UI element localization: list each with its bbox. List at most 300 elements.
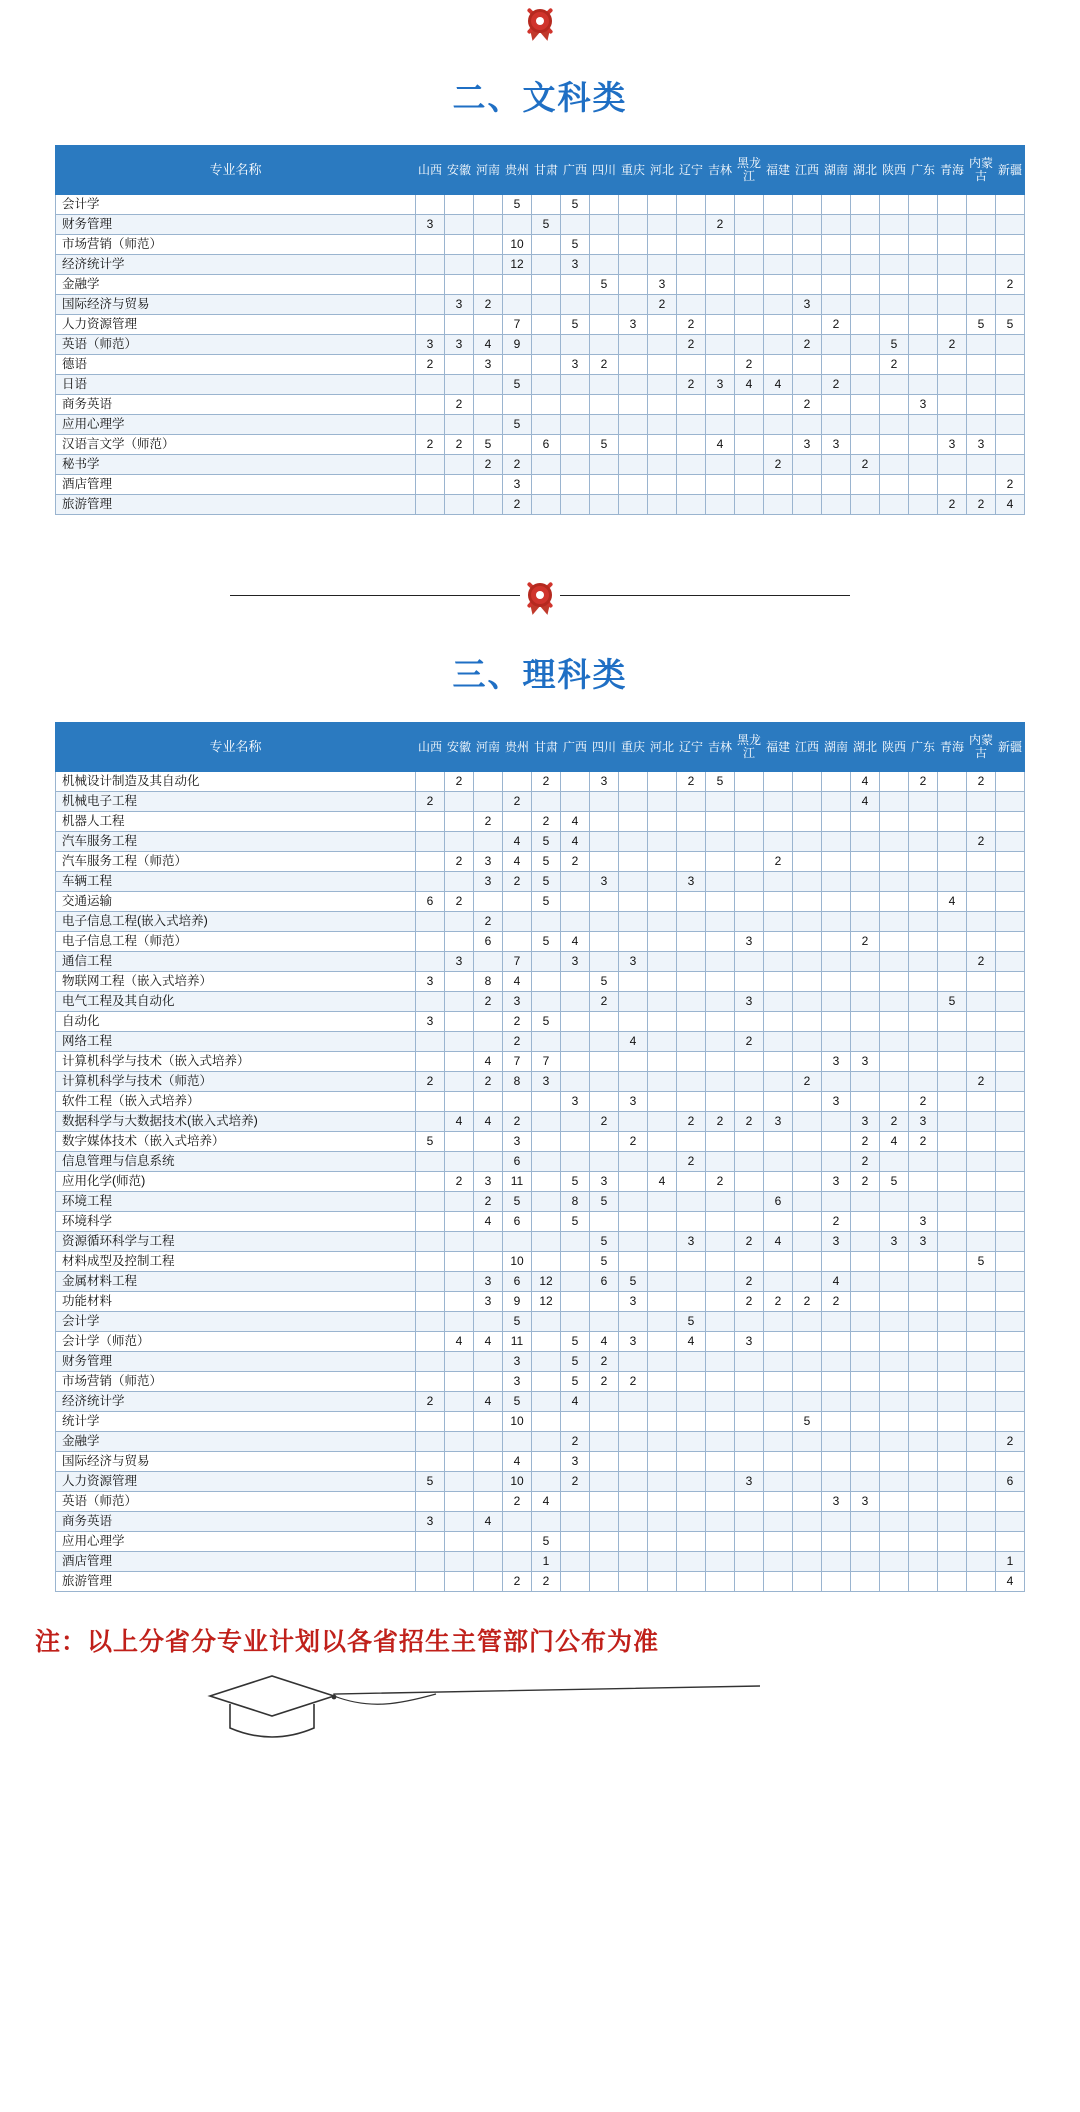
- quota-cell: [416, 1092, 445, 1112]
- quota-cell: [532, 1352, 561, 1372]
- col-header-province: 黑龙江: [735, 146, 764, 195]
- quota-cell: [416, 315, 445, 335]
- quota-cell: [793, 415, 822, 435]
- col-header-province: 湖南: [822, 146, 851, 195]
- quota-cell: 4: [648, 1172, 677, 1192]
- quota-cell: [619, 235, 648, 255]
- quota-cell: 2: [967, 832, 996, 852]
- quota-cell: [851, 1072, 880, 1092]
- quota-cell: 7: [503, 1052, 532, 1072]
- quota-cell: [561, 1112, 590, 1132]
- quota-cell: [619, 872, 648, 892]
- quota-cell: [822, 495, 851, 515]
- quota-cell: [851, 375, 880, 395]
- quota-cell: [851, 1212, 880, 1232]
- quota-cell: [590, 215, 619, 235]
- quota-cell: [764, 395, 793, 415]
- table-row: [56, 455, 1025, 475]
- major-name-cell: 物联网工程（嵌入式培养）: [56, 972, 416, 992]
- quota-cell: [880, 1572, 909, 1592]
- quota-cell: [880, 1312, 909, 1332]
- quota-cell: [416, 455, 445, 475]
- quota-cell: 4: [445, 1112, 474, 1132]
- major-name-cell: 电子信息工程（师范）: [56, 932, 416, 952]
- major-name-cell: 经济统计学: [56, 255, 416, 275]
- quota-cell: [967, 872, 996, 892]
- quota-cell: [648, 1532, 677, 1552]
- quota-cell: [619, 255, 648, 275]
- quota-cell: [590, 952, 619, 972]
- quota-cell: [851, 1032, 880, 1052]
- quota-cell: [416, 772, 445, 792]
- quota-cell: [851, 1532, 880, 1552]
- quota-cell: [474, 1452, 503, 1472]
- quota-cell: [764, 335, 793, 355]
- quota-cell: [648, 375, 677, 395]
- quota-cell: [445, 1352, 474, 1372]
- quota-cell: [445, 255, 474, 275]
- quota-cell: 6: [532, 435, 561, 455]
- table-row: [56, 1412, 1025, 1432]
- quota-cell: [880, 932, 909, 952]
- quota-cell: 4: [996, 1572, 1025, 1592]
- quota-cell: 1: [532, 1552, 561, 1572]
- quota-cell: [590, 1412, 619, 1432]
- quota-cell: [474, 1472, 503, 1492]
- quota-cell: [445, 1252, 474, 1272]
- quota-cell: [735, 1492, 764, 1512]
- quota-cell: 2: [851, 932, 880, 952]
- table-row: [56, 1392, 1025, 1412]
- quota-cell: [445, 1012, 474, 1032]
- quota-cell: 6: [503, 1212, 532, 1232]
- quota-cell: [503, 435, 532, 455]
- quota-cell: [445, 1552, 474, 1572]
- quota-cell: [648, 195, 677, 215]
- quota-cell: [706, 932, 735, 952]
- quota-cell: [938, 792, 967, 812]
- major-name-cell: 酒店管理: [56, 1552, 416, 1572]
- quota-cell: [677, 295, 706, 315]
- col-header-province: 甘肃: [532, 723, 561, 772]
- quota-cell: 4: [764, 375, 793, 395]
- quota-cell: [503, 1232, 532, 1252]
- major-name-cell: 通信工程: [56, 952, 416, 972]
- quota-cell: [793, 912, 822, 932]
- quota-cell: [996, 1372, 1025, 1392]
- quota-cell: [764, 892, 793, 912]
- quota-cell: 5: [590, 1252, 619, 1272]
- quota-cell: [677, 275, 706, 295]
- quota-cell: [619, 1412, 648, 1432]
- quota-cell: [619, 1312, 648, 1332]
- quota-cell: [764, 215, 793, 235]
- quota-cell: [967, 255, 996, 275]
- quota-cell: [851, 1552, 880, 1572]
- quota-cell: [648, 852, 677, 872]
- quota-cell: [967, 1372, 996, 1392]
- quota-cell: [619, 1212, 648, 1232]
- quota-cell: [880, 812, 909, 832]
- quota-cell: [880, 872, 909, 892]
- quota-cell: 5: [561, 315, 590, 335]
- quota-cell: [445, 1232, 474, 1252]
- quota-cell: [416, 1352, 445, 1372]
- quota-cell: 7: [503, 315, 532, 335]
- quota-cell: 2: [822, 375, 851, 395]
- quota-cell: 4: [938, 892, 967, 912]
- quota-cell: [880, 1032, 909, 1052]
- table-row: [56, 1292, 1025, 1312]
- quota-cell: [532, 912, 561, 932]
- quota-cell: [677, 892, 706, 912]
- quota-cell: 5: [503, 195, 532, 215]
- col-header-province: 江西: [793, 723, 822, 772]
- quota-cell: [822, 1032, 851, 1052]
- quota-cell: [590, 1512, 619, 1532]
- quota-cell: [996, 1032, 1025, 1052]
- quota-cell: 2: [764, 1292, 793, 1312]
- major-name-cell: 应用化学(师范): [56, 1172, 416, 1192]
- quota-cell: [619, 1052, 648, 1072]
- quota-cell: [590, 1312, 619, 1332]
- quota-cell: [706, 1472, 735, 1492]
- quota-cell: [648, 1072, 677, 1092]
- quota-cell: [793, 872, 822, 892]
- table-wrap-science: [0, 722, 1080, 1592]
- quota-cell: [706, 315, 735, 335]
- quota-cell: 2: [532, 812, 561, 832]
- quota-cell: [735, 792, 764, 812]
- quota-cell: [822, 1332, 851, 1352]
- quota-cell: [996, 1192, 1025, 1212]
- quota-cell: [938, 475, 967, 495]
- quota-cell: [706, 255, 735, 275]
- col-header-province: 吉林: [706, 723, 735, 772]
- quota-cell: [967, 1212, 996, 1232]
- quota-cell: 3: [619, 1292, 648, 1312]
- quota-cell: [909, 315, 938, 335]
- quota-cell: [619, 455, 648, 475]
- quota-cell: 3: [503, 992, 532, 1012]
- quota-cell: 3: [445, 335, 474, 355]
- quota-cell: [880, 1152, 909, 1172]
- quota-cell: [416, 1572, 445, 1592]
- col-header-province: 河南: [474, 146, 503, 195]
- quota-cell: 2: [851, 1152, 880, 1172]
- table-row: [56, 215, 1025, 235]
- table-row: [56, 195, 1025, 215]
- quota-cell: [938, 1272, 967, 1292]
- quota-cell: [474, 832, 503, 852]
- quota-cell: [677, 215, 706, 235]
- quota-cell: [648, 832, 677, 852]
- quota-cell: [677, 1272, 706, 1292]
- section-divider: [0, 575, 1080, 615]
- quota-cell: [706, 275, 735, 295]
- quota-cell: 2: [445, 892, 474, 912]
- quota-cell: [445, 1032, 474, 1052]
- quota-cell: [706, 1012, 735, 1032]
- quota-cell: [590, 375, 619, 395]
- quota-cell: [909, 1312, 938, 1332]
- quota-cell: [938, 1332, 967, 1352]
- quota-cell: [677, 1392, 706, 1412]
- quota-cell: [967, 335, 996, 355]
- quota-cell: 3: [822, 1052, 851, 1072]
- quota-cell: [735, 195, 764, 215]
- quota-cell: [938, 1052, 967, 1072]
- quota-cell: [532, 275, 561, 295]
- quota-cell: [880, 1392, 909, 1412]
- quota-cell: [967, 475, 996, 495]
- major-name-cell: 英语（师范）: [56, 335, 416, 355]
- table-row: [56, 1312, 1025, 1332]
- quota-cell: [706, 812, 735, 832]
- col-header-major: 专业名称: [56, 146, 416, 195]
- quota-cell: [764, 435, 793, 455]
- quota-cell: 5: [996, 315, 1025, 335]
- quota-cell: [909, 1452, 938, 1472]
- quota-cell: [764, 255, 793, 275]
- quota-cell: [532, 1312, 561, 1332]
- major-name-cell: 汽车服务工程: [56, 832, 416, 852]
- quota-cell: [590, 1452, 619, 1472]
- quota-cell: [793, 1472, 822, 1492]
- quota-cell: 4: [474, 335, 503, 355]
- col-header-province: 新疆: [996, 146, 1025, 195]
- quota-cell: [851, 1252, 880, 1272]
- quota-cell: [938, 1512, 967, 1532]
- quota-cell: [764, 812, 793, 832]
- quota-cell: [445, 1272, 474, 1292]
- quota-cell: [706, 1432, 735, 1452]
- quota-cell: [416, 1252, 445, 1272]
- quota-cell: [532, 1432, 561, 1452]
- quota-cell: [735, 1192, 764, 1212]
- quota-cell: [503, 1512, 532, 1532]
- quota-cell: [822, 792, 851, 812]
- quota-cell: [909, 1332, 938, 1352]
- quota-cell: [996, 1132, 1025, 1152]
- quota-cell: [445, 235, 474, 255]
- quota-cell: 3: [793, 435, 822, 455]
- table-row: [56, 475, 1025, 495]
- quota-cell: [938, 812, 967, 832]
- quota-cell: [822, 1392, 851, 1412]
- table-row: [56, 972, 1025, 992]
- quota-cell: [793, 235, 822, 255]
- quota-cell: 2: [416, 1072, 445, 1092]
- quota-cell: [938, 355, 967, 375]
- quota-cell: [590, 1392, 619, 1412]
- quota-cell: 2: [503, 1032, 532, 1052]
- quota-cell: [677, 812, 706, 832]
- quota-cell: [561, 1312, 590, 1332]
- quota-cell: [532, 315, 561, 335]
- quota-cell: 3: [474, 872, 503, 892]
- quota-cell: [967, 852, 996, 872]
- quota-cell: 2: [996, 475, 1025, 495]
- quota-cell: [880, 912, 909, 932]
- quota-cell: 2: [590, 1112, 619, 1132]
- quota-cell: [619, 772, 648, 792]
- quota-cell: [793, 952, 822, 972]
- quota-cell: [851, 1572, 880, 1592]
- quota-cell: [996, 1352, 1025, 1372]
- quota-cell: [880, 215, 909, 235]
- quota-cell: [648, 932, 677, 952]
- quota-cell: 2: [851, 1132, 880, 1152]
- quota-cell: [938, 772, 967, 792]
- quota-cell: [851, 395, 880, 415]
- quota-cell: [619, 1012, 648, 1032]
- quota-cell: [445, 1452, 474, 1472]
- quota-cell: [822, 295, 851, 315]
- quota-cell: [416, 1532, 445, 1552]
- quota-cell: [851, 315, 880, 335]
- quota-cell: [764, 1432, 793, 1452]
- quota-cell: 5: [880, 335, 909, 355]
- quota-cell: [793, 1332, 822, 1352]
- quota-cell: [764, 932, 793, 952]
- quota-cell: [967, 295, 996, 315]
- col-header-province: 甘肃: [532, 146, 561, 195]
- col-header-province: 湖北: [851, 723, 880, 772]
- quota-cell: [590, 255, 619, 275]
- quota-cell: [851, 435, 880, 455]
- quota-cell: [996, 1112, 1025, 1132]
- quota-cell: 4: [735, 375, 764, 395]
- quota-cell: 5: [503, 1392, 532, 1412]
- quota-cell: [822, 912, 851, 932]
- quota-cell: [677, 1092, 706, 1112]
- quota-cell: [474, 952, 503, 972]
- quota-cell: [445, 1532, 474, 1552]
- quota-cell: 2: [474, 1072, 503, 1092]
- quota-cell: [532, 1372, 561, 1392]
- quota-cell: [561, 1512, 590, 1532]
- col-header-province: 福建: [764, 723, 793, 772]
- quota-cell: [677, 1352, 706, 1372]
- quota-cell: [996, 1212, 1025, 1232]
- quota-cell: [909, 972, 938, 992]
- quota-cell: [503, 772, 532, 792]
- quota-cell: [474, 255, 503, 275]
- quota-cell: 2: [561, 1472, 590, 1492]
- quota-cell: [648, 1212, 677, 1232]
- quota-cell: [909, 1152, 938, 1172]
- quota-cell: [416, 475, 445, 495]
- quota-cell: [706, 1212, 735, 1232]
- quota-cell: 4: [822, 1272, 851, 1292]
- col-header-province: 广东: [909, 723, 938, 772]
- quota-cell: [996, 195, 1025, 215]
- quota-cell: [967, 415, 996, 435]
- table-row: [56, 932, 1025, 952]
- quota-cell: [619, 892, 648, 912]
- quota-cell: [677, 435, 706, 455]
- quota-cell: [445, 792, 474, 812]
- quota-cell: 5: [590, 275, 619, 295]
- quota-cell: [996, 792, 1025, 812]
- quota-cell: [532, 495, 561, 515]
- quota-cell: [996, 932, 1025, 952]
- quota-cell: [677, 1032, 706, 1052]
- quota-cell: [938, 1432, 967, 1452]
- major-name-cell: 电子信息工程(嵌入式培养): [56, 912, 416, 932]
- quota-cell: [822, 1572, 851, 1592]
- quota-cell: 2: [416, 355, 445, 375]
- quota-cell: [561, 275, 590, 295]
- col-header-province: 辽宁: [677, 723, 706, 772]
- quota-cell: 2: [677, 1152, 706, 1172]
- quota-cell: [764, 1372, 793, 1392]
- quota-cell: [503, 892, 532, 912]
- quota-cell: [706, 1192, 735, 1212]
- quota-cell: [822, 1072, 851, 1092]
- major-name-cell: 财务管理: [56, 215, 416, 235]
- quota-cell: [764, 235, 793, 255]
- quota-cell: 2: [735, 1112, 764, 1132]
- major-name-cell: 酒店管理: [56, 475, 416, 495]
- quota-cell: [735, 395, 764, 415]
- quota-cell: [822, 275, 851, 295]
- major-name-cell: 国际经济与贸易: [56, 295, 416, 315]
- quota-cell: [503, 275, 532, 295]
- quota-cell: [445, 1472, 474, 1492]
- quota-cell: 4: [474, 1052, 503, 1072]
- quota-cell: [561, 1072, 590, 1092]
- quota-cell: [880, 1552, 909, 1572]
- quota-cell: [561, 1492, 590, 1512]
- quota-cell: [967, 1312, 996, 1332]
- quota-cell: [996, 1452, 1025, 1472]
- quota-cell: [648, 1312, 677, 1332]
- quota-cell: [938, 852, 967, 872]
- quota-cell: [474, 1152, 503, 1172]
- quota-cell: [619, 275, 648, 295]
- quota-cell: 4: [590, 1332, 619, 1352]
- quota-cell: [532, 1332, 561, 1352]
- quota-cell: 5: [677, 1312, 706, 1332]
- quota-cell: [590, 1052, 619, 1072]
- quota-cell: [909, 1532, 938, 1552]
- quota-cell: [938, 972, 967, 992]
- quota-cell: [445, 1152, 474, 1172]
- quota-cell: [967, 972, 996, 992]
- quota-cell: [677, 1432, 706, 1452]
- quota-cell: [996, 892, 1025, 912]
- quota-cell: [445, 1132, 474, 1152]
- quota-cell: [909, 872, 938, 892]
- quota-cell: 2: [445, 852, 474, 872]
- quota-cell: [851, 812, 880, 832]
- col-header-province: 山西: [416, 146, 445, 195]
- table-wrap-liberal-arts: [0, 145, 1080, 515]
- quota-cell: [619, 1432, 648, 1452]
- quota-cell: [677, 1012, 706, 1032]
- quota-cell: [996, 1232, 1025, 1252]
- quota-cell: [706, 1252, 735, 1272]
- quota-cell: [648, 1392, 677, 1412]
- quota-cell: [677, 832, 706, 852]
- quota-cell: [793, 972, 822, 992]
- quota-cell: 2: [851, 1172, 880, 1192]
- quota-cell: [967, 912, 996, 932]
- quota-cell: [706, 1492, 735, 1512]
- table-row: [56, 952, 1025, 972]
